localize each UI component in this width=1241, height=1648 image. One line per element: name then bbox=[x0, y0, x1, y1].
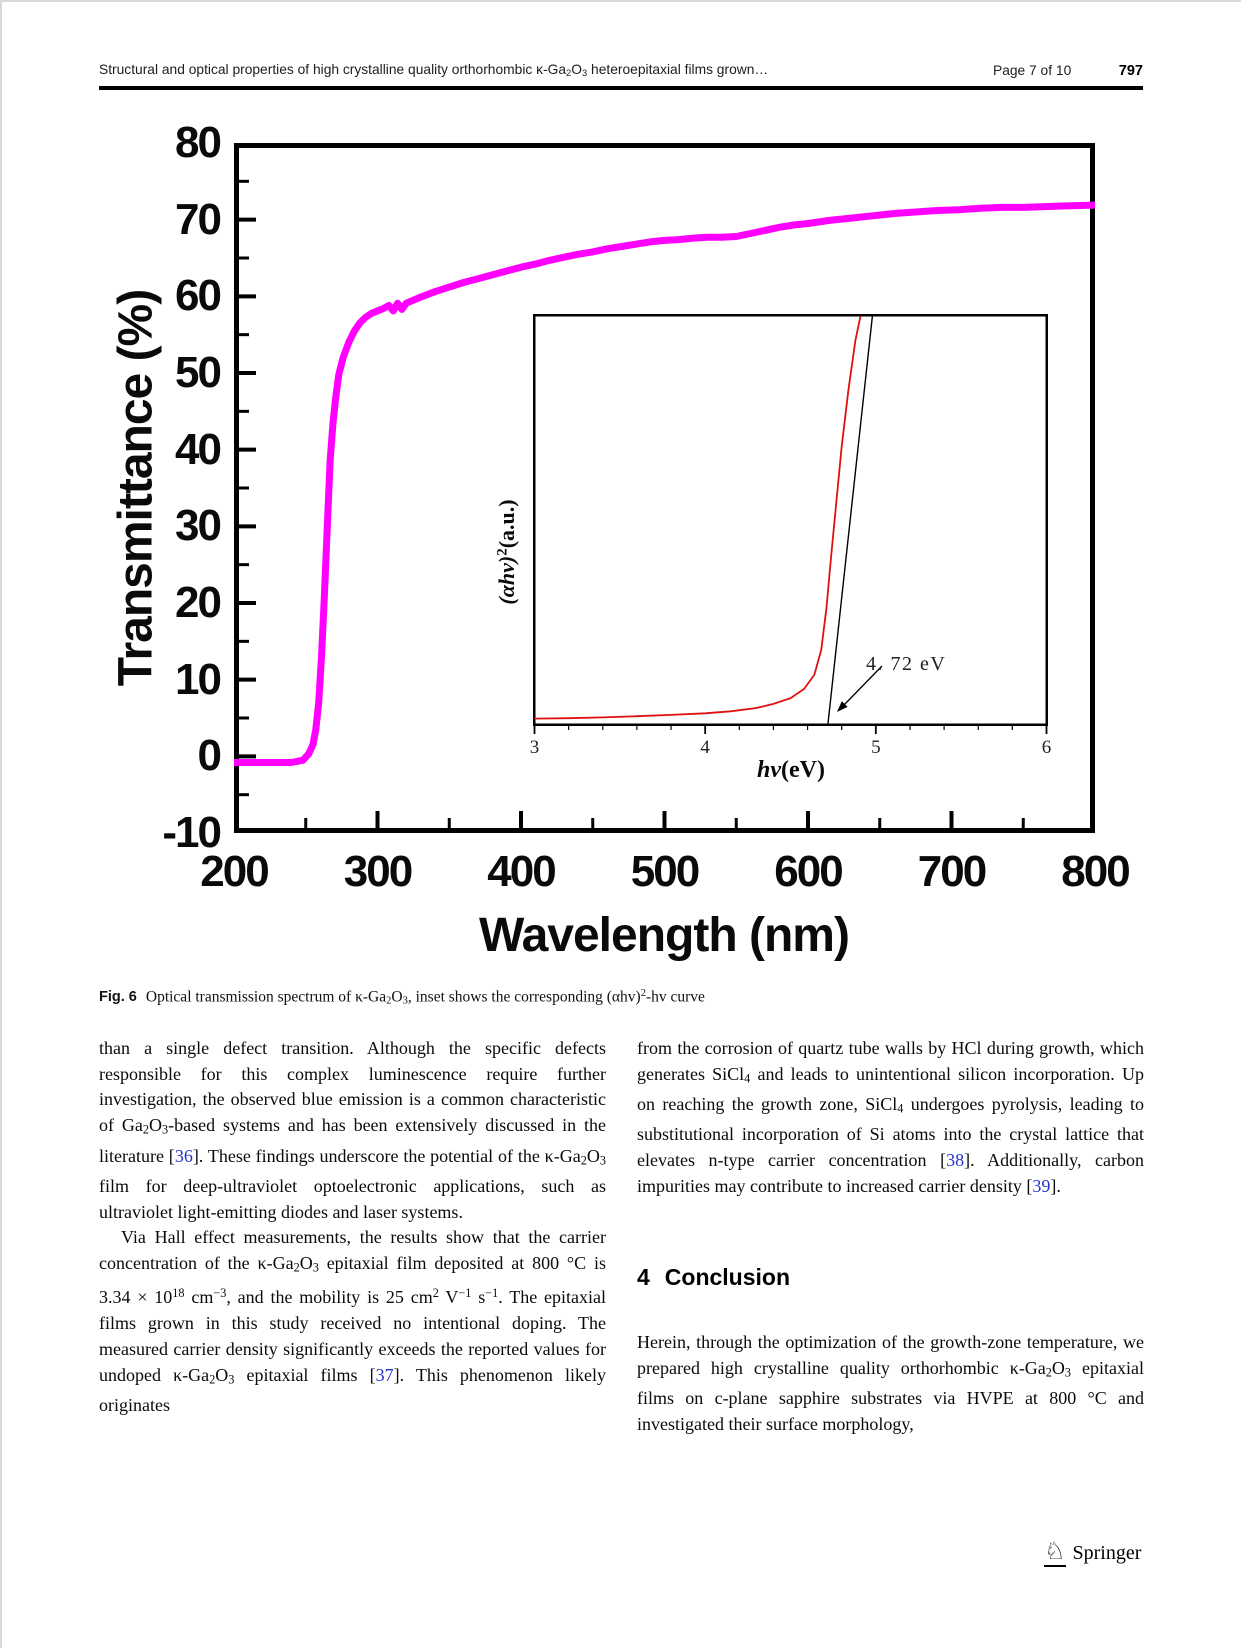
text-segment: O bbox=[1051, 1357, 1065, 1378]
inset-x-tick-label: 3 bbox=[529, 737, 540, 758]
text-segment: epitaxial film deposited at 800 °C is 3.34 × 10 bbox=[99, 1253, 606, 1308]
inset-x-axis-label bbox=[757, 757, 825, 784]
text-segment: 2 bbox=[580, 1153, 587, 1168]
y-tick-label: 70 bbox=[175, 194, 220, 244]
text-segment: 2 bbox=[209, 1372, 216, 1387]
x-tick-label: 800 bbox=[1061, 847, 1129, 896]
y-tick-label: 10 bbox=[175, 654, 220, 704]
text-segment: -based systems and has been extensively discussed in the literature [ bbox=[99, 1115, 607, 1166]
body-paragraph bbox=[637, 1036, 1144, 1200]
section-heading-conclusion bbox=[637, 1264, 790, 1291]
y-tick-label: 0 bbox=[197, 731, 220, 781]
text-segment: hv bbox=[757, 757, 782, 783]
text-segment: −3 bbox=[213, 1286, 227, 1301]
text-segment: V bbox=[438, 1287, 459, 1308]
text-segment: Via Hall effect measurements, the results show that the carrier concentration of the κ-Ga bbox=[99, 1227, 606, 1273]
x-tick-label: 700 bbox=[917, 847, 986, 896]
body-left-column bbox=[99, 1036, 606, 1419]
text-segment: film for deep-ultraviolet optoelectronic applications, such as ultraviolet light-emitting diodes and laser systems. bbox=[99, 1175, 606, 1222]
section-number: 4 bbox=[637, 1264, 650, 1290]
body-paragraph bbox=[99, 1225, 606, 1418]
text-segment: 3 bbox=[581, 68, 588, 79]
text-segment: (eV) bbox=[781, 757, 825, 783]
text-segment: ]. bbox=[1050, 1175, 1061, 1196]
main-x-axis-label: Wavelength (nm) bbox=[479, 909, 849, 962]
springer-knight-icon: ♘ bbox=[1044, 1539, 1066, 1565]
header-pagination bbox=[993, 63, 1143, 79]
page-info: Page 7 of 10 bbox=[993, 63, 1072, 78]
y-tick-label: 40 bbox=[175, 424, 220, 474]
text-segment: heteroepitaxial films grown… bbox=[587, 62, 769, 77]
text-segment: O bbox=[586, 1145, 600, 1166]
y-tick-label: 30 bbox=[175, 501, 220, 551]
text-segment: 18 bbox=[172, 1286, 185, 1301]
body-right-column-bottom bbox=[637, 1330, 1144, 1438]
text-segment: than a single defect transition. Although the specific defects responsible for this complex luminescence require further investigation, the observed blue emission is a common characteristic of Ga bbox=[99, 1038, 606, 1136]
inset-x-tick-label: 6 bbox=[1041, 737, 1052, 758]
text-segment: 2 bbox=[293, 1260, 300, 1275]
text-segment: , inset shows the corresponding (αhv) bbox=[407, 988, 641, 1006]
x-tick-label: 400 bbox=[487, 847, 555, 896]
inset-x-tick-label: 5 bbox=[871, 737, 881, 758]
band-gap-annotation: 4. 72 eV bbox=[866, 653, 947, 675]
inset-x-tick-label: 4 bbox=[700, 737, 710, 758]
text-segment: 3 bbox=[228, 1372, 235, 1387]
y-tick-label: 60 bbox=[175, 271, 220, 321]
text-segment: 2 bbox=[494, 548, 511, 556]
x-tick-label: 600 bbox=[774, 847, 842, 896]
text-segment: ]. This phenomenon likely originates bbox=[99, 1364, 606, 1415]
text-segment: −1 bbox=[485, 1286, 499, 1301]
x-tick-label: 500 bbox=[630, 847, 699, 896]
citation-link[interactable]: 39 bbox=[1032, 1175, 1051, 1196]
inset-y-axis-label bbox=[494, 499, 520, 604]
text-segment: O bbox=[299, 1253, 313, 1273]
citation-link[interactable]: 36 bbox=[174, 1145, 193, 1166]
text-segment: (a.u.) bbox=[494, 499, 519, 549]
text-segment: ]. These findings underscore the potential of the κ-Ga bbox=[192, 1145, 581, 1166]
text-segment: 2 bbox=[640, 988, 646, 999]
publisher-footer bbox=[1044, 1540, 1141, 1567]
text-segment: 3 bbox=[312, 1260, 319, 1275]
x-tick-label: 300 bbox=[343, 847, 412, 896]
text-segment: epitaxial films [ bbox=[234, 1364, 376, 1385]
text-segment: Herein, through the optimization of the growth-zone temperature, we prepared high crystalline quality orthorhombic κ-Ga bbox=[637, 1332, 1144, 1378]
text-segment: , and the mobility is 25 cm bbox=[226, 1287, 433, 1308]
header-divider bbox=[99, 86, 1143, 90]
text-segment: Fig. 6 bbox=[99, 989, 137, 1006]
text-segment: O bbox=[571, 62, 582, 77]
citation-link[interactable]: 37 bbox=[375, 1364, 394, 1385]
text-segment: 2 bbox=[566, 68, 572, 79]
text-segment: . The epitaxial films grown in this study received no intentional doping. The measured carrier density significantly exceeds the reported values for undoped κ-Ga bbox=[99, 1287, 606, 1385]
text-segment: 2 bbox=[1045, 1365, 1052, 1380]
text-segment: 4 bbox=[744, 1071, 751, 1086]
text-segment: 3 bbox=[1064, 1365, 1072, 1380]
text-segment: epitaxial films on c-plane sapphire substrates via HVPE at 800 °C and investigated their surface morphology, bbox=[637, 1357, 1144, 1434]
main-y-axis-label: Transmittance (%) bbox=[109, 289, 163, 687]
text-segment: -hv curve bbox=[645, 988, 705, 1006]
text-segment: Structural and optical properties of high crystalline quality orthorhombic κ-Ga bbox=[99, 62, 567, 77]
text-segment: Optical transmission spectrum of κ-Ga bbox=[145, 988, 387, 1006]
text-segment: O bbox=[148, 1115, 162, 1136]
text-segment: from the corrosion of quartz tube walls by HCl during growth, which generates SiCl bbox=[637, 1038, 1144, 1084]
text-segment: 3 bbox=[161, 1122, 169, 1137]
body-right-column-top bbox=[637, 1036, 1144, 1200]
body-paragraph bbox=[99, 1036, 606, 1225]
y-tick-label: 80 bbox=[175, 118, 220, 167]
body-paragraph bbox=[637, 1330, 1144, 1438]
text-segment: ]. Additionally, carbon impurities may contribute to increased carrier density [ bbox=[637, 1150, 1144, 1196]
text-segment: undergoes pyrolysis, leading to substitutional incorporation of Si atoms into the crystal lattice that elevates n-type carrier concentration [ bbox=[637, 1094, 1145, 1171]
citation-link[interactable]: 38 bbox=[946, 1150, 965, 1171]
figure-caption bbox=[99, 988, 1145, 1007]
tauc-plot-inset bbox=[533, 314, 1048, 740]
text-segment: s bbox=[471, 1287, 486, 1308]
text-segment: 2 bbox=[386, 995, 392, 1007]
text-segment: O bbox=[391, 988, 403, 1006]
text-segment: and leads to unintentional silicon incorporation. Up on reaching the growth zone, SiCl bbox=[637, 1063, 1144, 1115]
text-segment: 2 bbox=[142, 1122, 149, 1137]
y-tick-label: -10 bbox=[162, 808, 220, 857]
text-segment: 2 bbox=[432, 1286, 439, 1301]
text-segment: 3 bbox=[599, 1153, 606, 1168]
text-segment: 4 bbox=[897, 1101, 904, 1116]
running-title bbox=[99, 62, 899, 78]
text-segment: O bbox=[215, 1364, 229, 1385]
text-segment: cm bbox=[184, 1287, 214, 1308]
y-tick-label: 20 bbox=[175, 578, 220, 627]
article-number: 797 bbox=[1118, 63, 1143, 79]
text-segment: 3 bbox=[402, 995, 408, 1007]
section-title: Conclusion bbox=[664, 1264, 791, 1290]
publisher-name: Springer bbox=[1072, 1542, 1142, 1564]
text-segment: −1 bbox=[458, 1286, 472, 1301]
x-tick-label: 200 bbox=[200, 847, 268, 896]
y-tick-label: 50 bbox=[175, 348, 220, 397]
text-segment: (αhv) bbox=[494, 555, 519, 605]
